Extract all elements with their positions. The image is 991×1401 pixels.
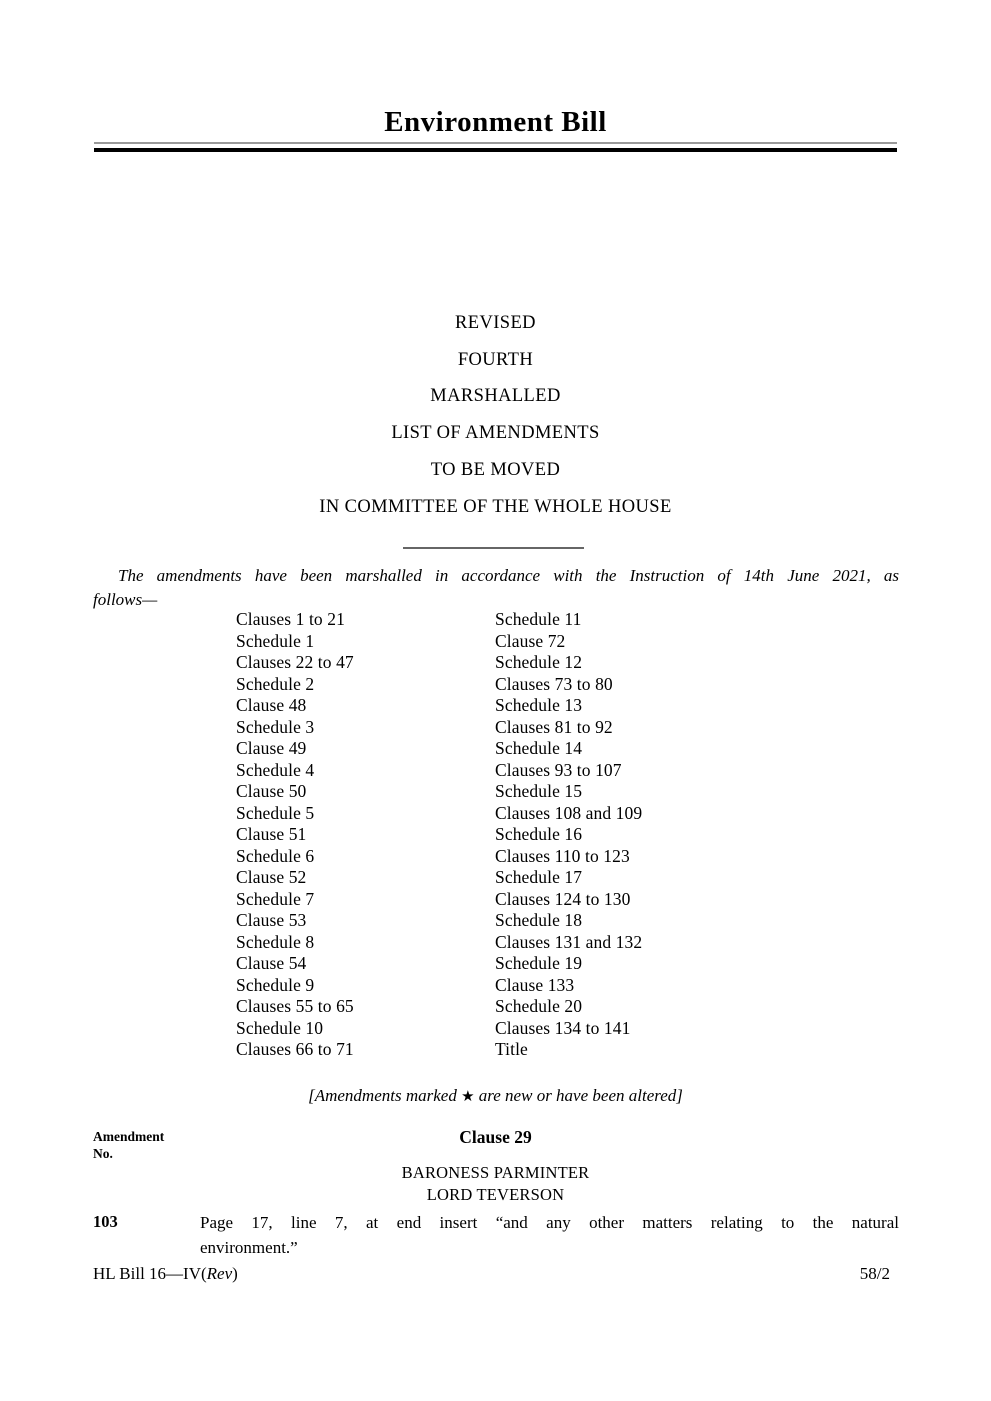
bill-reference-rev: Rev xyxy=(206,1264,233,1283)
marshalling-order-right-column xyxy=(495,609,642,1061)
star-icon: ★ xyxy=(461,1089,475,1105)
marshalling-note-line: The amendments have been marshalled in accordance with the Instruction of 14th June 2021, as xyxy=(118,566,899,585)
order-item: Clauses 1 to 21 xyxy=(236,609,345,629)
marshalling-order-left-column xyxy=(236,609,354,1061)
order-item: Schedule 15 xyxy=(495,781,583,801)
amendment-text-line: environment.” xyxy=(200,1237,298,1257)
order-item: Clause 48 xyxy=(236,695,307,715)
order-item: Clause 54 xyxy=(236,953,307,973)
marshalling-note-line: follows— xyxy=(93,590,158,609)
order-item: Clause 52 xyxy=(236,867,307,887)
order-item: Clauses 22 to 47 xyxy=(236,652,354,672)
section-divider-rule xyxy=(403,547,584,549)
amendment-text xyxy=(200,1211,899,1260)
page-footer xyxy=(93,1264,890,1284)
order-item: Schedule 19 xyxy=(495,953,583,973)
amendment-no-label-line2: No. xyxy=(93,1145,113,1161)
order-item: Clause 50 xyxy=(236,781,307,801)
order-item: Schedule 12 xyxy=(495,652,583,672)
order-item: Clauses 110 to 123 xyxy=(495,845,630,866)
cover-heading-line: TO BE MOVED xyxy=(430,459,561,480)
cover-headings xyxy=(0,305,991,525)
order-item: Schedule 5 xyxy=(236,802,315,823)
order-item: Clauses 134 to 141 xyxy=(495,1017,631,1038)
cover-heading-line: IN COMMITTEE OF THE WHOLE HOUSE xyxy=(319,496,672,517)
cover-heading-line: MARSHALLED xyxy=(430,386,561,407)
sponsor-name: LORD TEVERSON xyxy=(426,1185,565,1204)
order-item: Schedule 17 xyxy=(495,867,583,887)
marshalling-note xyxy=(93,564,899,612)
order-item: Schedule 2 xyxy=(236,673,315,694)
order-item: Schedule 8 xyxy=(236,931,315,952)
order-item: Clause 133 xyxy=(495,974,575,995)
order-item: Clauses 55 to 65 xyxy=(236,996,354,1016)
order-item: Clauses 66 to 71 xyxy=(236,1039,354,1059)
star-legend-suffix: are new or have been altered] xyxy=(474,1086,683,1105)
order-item: Clauses 73 to 80 xyxy=(495,673,613,694)
amendment-text-line: Page 17, line 7, at end insert “and any other matters relating to the natural xyxy=(200,1213,899,1232)
order-item: Schedule 20 xyxy=(495,996,583,1016)
order-item: Clauses 124 to 130 xyxy=(495,888,631,909)
order-item: Schedule 10 xyxy=(236,1017,324,1038)
clause-heading: Clause 29 xyxy=(459,1127,532,1147)
cover-heading-line: LIST OF AMENDMENTS xyxy=(391,423,600,444)
order-item: Clauses 131 and 132 xyxy=(495,931,643,952)
order-item: Clause 53 xyxy=(236,910,307,930)
order-item: Schedule 16 xyxy=(495,824,583,844)
star-legend xyxy=(0,1086,991,1106)
order-item: Clause 49 xyxy=(236,738,307,758)
sponsor-names xyxy=(0,1162,991,1206)
order-item: Clause 72 xyxy=(495,630,566,651)
sponsor-name: BARONESS PARMINTER xyxy=(401,1163,590,1182)
order-item: Schedule 3 xyxy=(236,716,315,737)
amendment-row xyxy=(93,1211,899,1260)
order-item: Schedule 4 xyxy=(236,759,315,780)
order-item: Clauses 93 to 107 xyxy=(495,759,622,780)
cover-heading-line: FOURTH xyxy=(457,349,534,370)
order-item: Schedule 7 xyxy=(236,888,315,909)
amendment-no-label-line1: Amendment xyxy=(93,1129,165,1144)
order-item: Schedule 6 xyxy=(236,845,315,866)
order-item: Schedule 18 xyxy=(495,910,583,930)
footer-code: 58/2 xyxy=(859,1264,890,1283)
order-item: Clause 51 xyxy=(236,824,307,844)
bill-reference-prefix: HL Bill 16—IV( xyxy=(93,1264,207,1283)
bill-reference-suffix: ) xyxy=(232,1264,238,1283)
amendment-number: 103 xyxy=(93,1212,118,1231)
order-item: Schedule 13 xyxy=(495,695,583,715)
order-item: Schedule 1 xyxy=(236,630,315,651)
star-legend-prefix: [Amendments marked xyxy=(308,1086,462,1105)
bill-reference xyxy=(93,1264,238,1284)
cover-heading-line: REVISED xyxy=(455,313,536,333)
bill-title: Environment Bill xyxy=(384,106,607,138)
order-item: Schedule 14 xyxy=(495,738,583,758)
title-double-rule xyxy=(94,142,897,152)
order-item: Schedule 9 xyxy=(236,974,315,995)
order-item: Clauses 81 to 92 xyxy=(495,716,613,737)
order-item: Schedule 11 xyxy=(495,609,582,629)
order-item: Title xyxy=(495,1039,528,1059)
order-item: Clauses 108 and 109 xyxy=(495,802,643,823)
